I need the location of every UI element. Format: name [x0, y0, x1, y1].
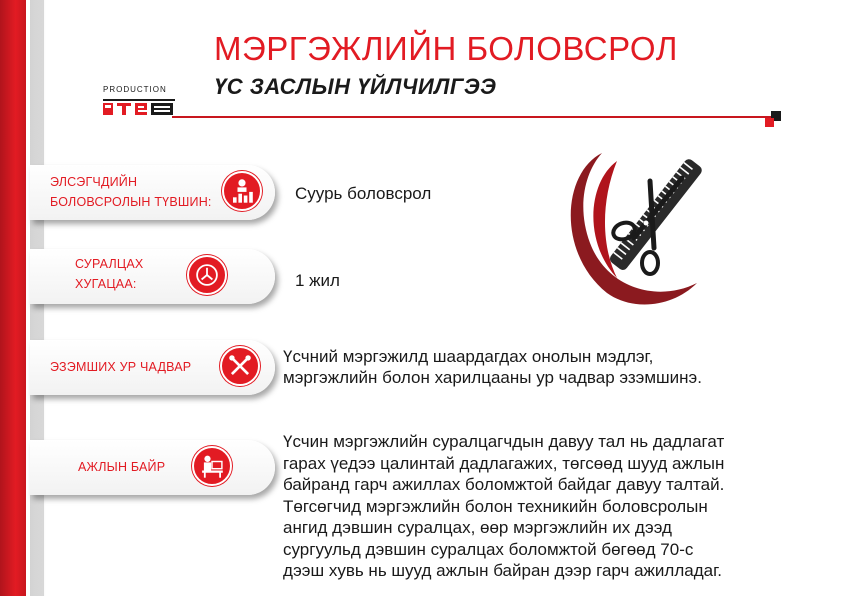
skills-value	[283, 346, 702, 388]
workplace-value-line: Үсчин мэргэжлийн суралцагчдын давуу тал нь дадлагат	[283, 432, 725, 451]
education-level-icon	[222, 171, 262, 211]
duration-card	[30, 249, 275, 304]
workplace-value	[283, 431, 724, 582]
education-level-label-line2: БОЛОВСРОЛЫН ТҮВШИН:	[50, 195, 212, 209]
tools-icon	[220, 346, 260, 386]
workplace-value-line: ангид дэвшин суралцах, өөр мэргэжлийн их дээд	[283, 518, 672, 537]
workplace-value-line: сургуульд дэвшин суралцах боломжтой бөгөөд 70-с	[283, 539, 694, 559]
duration-label-line2: ХУГАЦАА:	[75, 277, 137, 291]
skills-label: ЭЗЭМШИХ УР ЧАДВАР	[50, 360, 192, 374]
duration-label	[75, 254, 143, 294]
duration-label-line1: СУРАЛЦАХ	[75, 257, 144, 271]
workplace-value-line: Төгсөгчид мэргэжлийн болон техникийн боловсролын	[283, 496, 708, 516]
logo-text: PRODUCTION	[103, 85, 167, 94]
clock-icon	[187, 255, 227, 295]
skills-value-line2: мэргэжлийн болон харилцааны ур чадвар эзэмшинэ.	[283, 368, 702, 387]
education-level-label-line1: ЭЛСЭГЧДИЙН	[50, 175, 138, 189]
education-level-label	[50, 172, 212, 212]
workplace-label: АЖЛЫН БАЙР	[78, 460, 166, 474]
production-logo	[103, 85, 178, 117]
divider-square-red	[765, 118, 774, 127]
production-logo-icon	[103, 97, 175, 115]
workplace-card	[30, 440, 275, 495]
skills-value-line1: Үсчний мэргэжилд шаардагдах онолын мэдлэг,	[283, 347, 654, 366]
workplace-value-line: байранд гарч ажиллах боломжтой байдаг давуу талтай.	[283, 475, 725, 494]
skills-card	[30, 340, 275, 395]
workplace-icon	[192, 446, 232, 486]
duration-value: 1 жил	[295, 271, 340, 290]
education-level-card	[30, 165, 275, 220]
page-title: МЭРГЭЖЛИЙН БОЛОВСРОЛ	[214, 30, 678, 67]
workplace-value-line: дээш хувь нь шууд ажлын байран дээр гарч ажилладаг.	[283, 561, 722, 580]
page-subtitle: ҮС ЗАСЛЫН ҮЙЛЧИЛГЭЭ	[214, 74, 497, 99]
workplace-value-line: гарах үедээ цалинтай дадлагажих, төгсөөд шууд ажлын	[283, 453, 725, 473]
scissors-comb-icon	[562, 143, 722, 308]
education-level-value: Суурь боловсрол	[295, 184, 432, 203]
header-divider	[172, 116, 772, 118]
